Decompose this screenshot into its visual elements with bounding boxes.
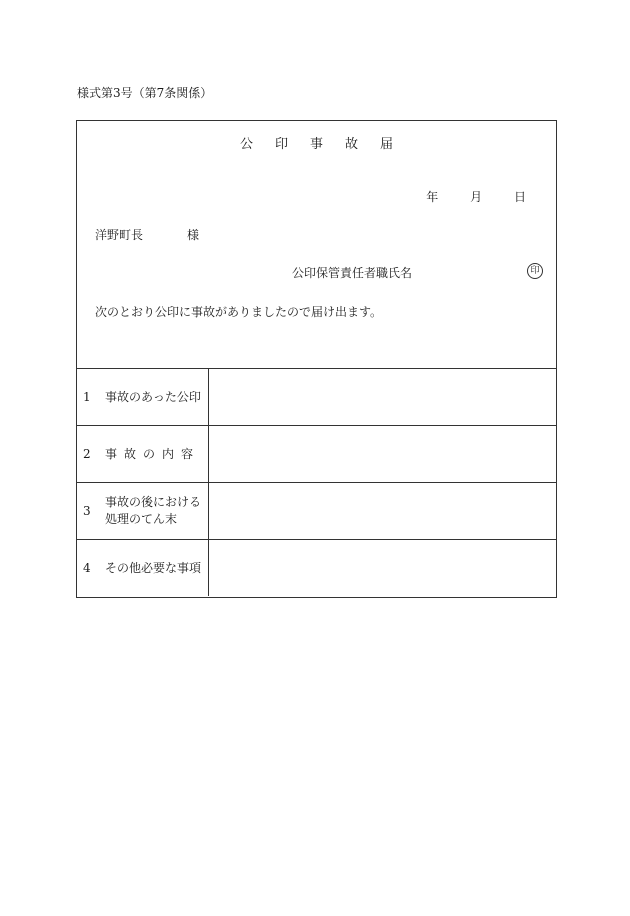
row-value-field[interactable] — [209, 483, 556, 539]
row-number: 4 — [83, 561, 91, 575]
row-number: 2 — [83, 447, 91, 461]
row-label-text — [105, 494, 201, 528]
table-row — [77, 368, 556, 425]
applicant-label: 公印保管責任者職氏名 — [292, 266, 413, 280]
table-row — [77, 539, 556, 596]
date-line — [398, 188, 526, 205]
statement: 次のとおり公印に事故がありましたので届け出ます。 — [95, 305, 383, 319]
date-day: 日 — [513, 190, 526, 204]
row-label — [77, 369, 209, 425]
incident-report-form — [76, 120, 557, 598]
row-number: 3 — [83, 504, 91, 518]
row-label — [77, 483, 209, 539]
table-row — [77, 482, 556, 539]
row-label-text: その他必要な事項 — [105, 560, 202, 575]
row-label-line-1: 事故の後における — [105, 495, 202, 509]
table-row — [77, 425, 556, 482]
form-number: 様式第3号（第7条関係） — [77, 86, 213, 100]
date-year: 年 — [426, 190, 439, 204]
row-value-field[interactable] — [209, 540, 556, 596]
row-label-text: 事故のあった公印 — [105, 389, 201, 404]
detail-table — [77, 368, 556, 596]
row-value-field[interactable] — [209, 369, 556, 425]
row-label — [77, 540, 209, 596]
seal-mark-icon: 印 — [527, 263, 543, 279]
row-value-field[interactable] — [209, 426, 556, 482]
addressee-honorific: 様 — [187, 228, 200, 242]
addressee — [95, 226, 199, 243]
addressee-name: 洋野町長 — [95, 228, 144, 242]
date-month: 月 — [470, 190, 483, 204]
row-number: 1 — [83, 390, 91, 404]
row-label — [77, 426, 209, 482]
row-label-text: 事故の内容 — [105, 446, 201, 461]
form-title: 公印事故届 — [239, 137, 415, 152]
row-label-line-2: 処理のてん末 — [105, 512, 178, 526]
